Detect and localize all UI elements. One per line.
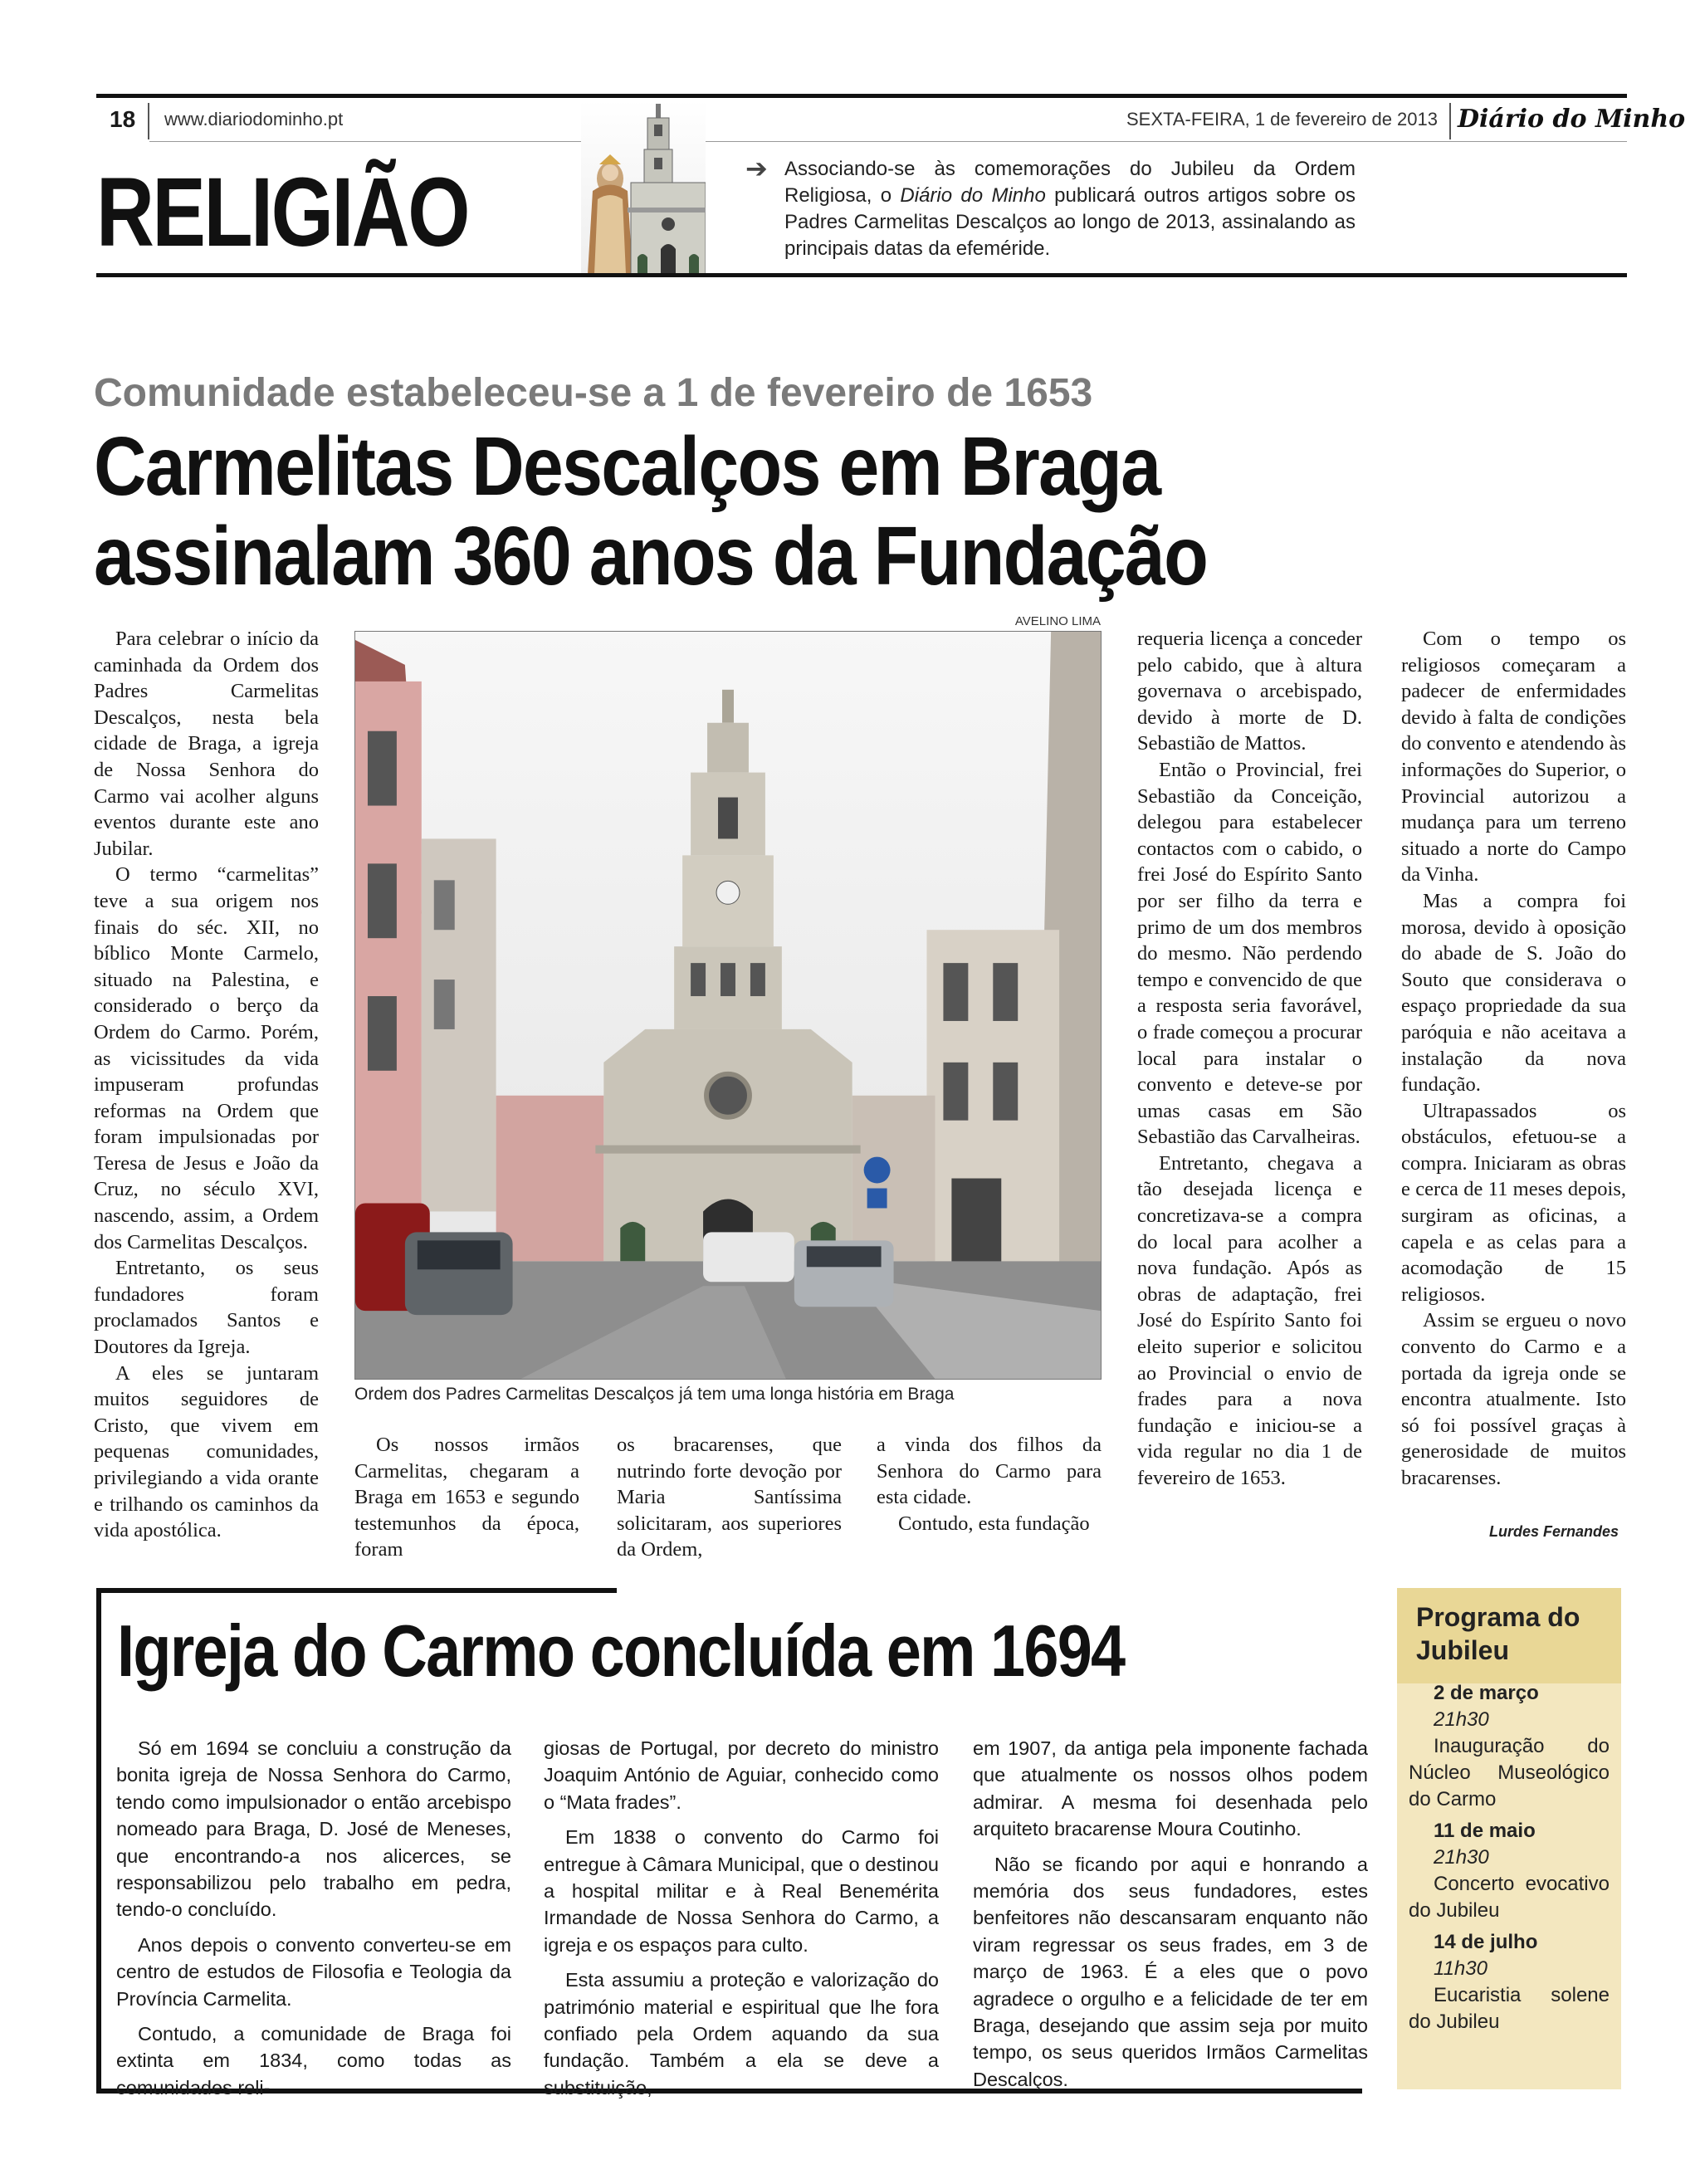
article-column-3: [617, 1432, 842, 1563]
article2-column-3: [973, 1735, 1368, 2093]
program-title: Programa do Jubileu: [1416, 1602, 1580, 1665]
masthead-logo: Diário do Minho: [1458, 105, 1686, 134]
note-newspaper-name: Diário do Minho: [900, 184, 1046, 207]
article-column-1: [94, 626, 319, 1544]
paragraph: Os nossos irmãos Carmelitas, chegaram a Braga em 1653 e segundo testemunhos da época, foram: [354, 1434, 579, 1561]
paragraph: a vinda dos filhos da Senhora do Carmo para esta cidade.: [877, 1434, 1102, 1509]
event-description: Concerto evocativo do Jubileu: [1409, 1873, 1610, 1922]
event-description: Eucaristia solene do Jubileu: [1409, 1984, 1610, 2033]
header-separator: [148, 103, 149, 139]
box-rule-top: [96, 1588, 617, 1593]
photo-credit: AVELINO LIMA: [1014, 614, 1101, 628]
paragraph: O termo “carmelitas” teve a sua origem nos finais do séc. XII, no bíblico Monte Carmelo, situado na Palestina, e considerado o berço da Ordem do Carmo. Porém, as vicissitudes da vida impuseram profundas reformas na Ordem que foram impulsionadas por Teresa de Jesus e João da Cruz, no século XVI, nascendo, assim, a Ordem dos Carmelitas Descalços.: [94, 863, 319, 1253]
event-time: 11h30: [1434, 1957, 1488, 1980]
header-separator: [1449, 103, 1451, 139]
arrow-right-icon: ➔: [745, 153, 768, 184]
event-date: 14 de julho: [1434, 1931, 1538, 1953]
section-rule: [96, 273, 1627, 277]
paragraph: Contudo, a comunidade de Braga foi extinta em 1834, como todas as comunidades reli-: [116, 2023, 511, 2098]
paragraph: Em 1838 o convento do Carmo foi entregue à Câmara Municipal, que o destinou a hospital militar e à Real Benemérita Irmandade de Nossa Senhora do Carmo, a igreja e os espaços para culto.: [544, 1826, 939, 1956]
church-photo: [354, 631, 1102, 1380]
article2-headline: Igreja do Carmo concluída em 1694: [117, 1610, 1125, 1692]
paragraph: Não se ficando por aqui e honrando a memória dos seus fundadores, estes benfeitores não descansaram enquanto não viram regressar os seus frades, em 3 de março de 1963. É a eles que o povo agradece o orgulho e a felicidade de ter em Braga, desejando que assim seja por muito tempo, os seus queridos Irmãos Carmelitas Descalços.: [973, 1853, 1368, 2090]
section-note: [784, 156, 1356, 262]
program-list: [1409, 1680, 1610, 2040]
paragraph: Só em 1694 se concluiu a construção da bonita igreja de Nossa Senhora do Carmo, tendo como impulsionador o então arcebispo nomeado para Braga, D. José de Meneses, que encontrando-a nos alicerces, se responsabilizou pelo trabalho em pedra, tendo-o concluído.: [116, 1737, 511, 1921]
page-number: 18: [110, 106, 136, 132]
note-text: Associando-se às comemorações do Jubileu da Ordem Religiosa, o: [784, 158, 1356, 207]
article-column-5: [1137, 626, 1362, 1492]
article2-column-1: [116, 1735, 511, 2101]
paragraph: Assim se ergueu o novo convento do Carmo e a portada da igreja onde se encontra atualmente. Isto só foi possível graças à generosidade de muitos bracarenses.: [1401, 1309, 1626, 1489]
note-text: publicará outros artigos sobre os Padres Carmelitas Descalços ao longo de 2013, assinalando as principais datas da efeméride.: [784, 184, 1356, 260]
article-column-4: [877, 1432, 1102, 1537]
paragraph: requeria licença a conceder pelo cabido, que à altura governava o arcebispado, devido à morte de D. Sebastião de Mattos.: [1137, 628, 1362, 755]
box-rule-left: [96, 1588, 101, 2094]
paragraph: os bracarenses, que nutrindo forte devoção por Maria Santíssima solicitaram, aos superiores da Ordem,: [617, 1434, 842, 1561]
photo-caption: Ordem dos Padres Carmelitas Descalços já tem uma longa história em Braga: [354, 1385, 955, 1404]
article-kicker: Comunidade estabeleceu-se a 1 de fevereiro de 1653: [94, 371, 1093, 415]
website-link[interactable]: www.diariodominho.pt: [164, 109, 344, 129]
article-headline: [94, 422, 1409, 601]
paragraph: Com o tempo os religiosos começaram a padecer de enfermidades devido à falta de condições do convento e atendendo às informações do Superior, o Provincial autorizou a mudança para um terreno situado a norte do Campo da Vinha.: [1401, 628, 1626, 887]
paragraph: Entretanto, os seus fundadores foram proclamados Santos e Doutores da Igreja.: [94, 1257, 319, 1359]
church-tower-image: [581, 100, 706, 274]
event-date: 11 de maio: [1434, 1820, 1536, 1842]
event-date: 2 de março: [1434, 1682, 1539, 1704]
paragraph: A eles se juntaram muitos seguidores de Cristo, que vivem em pequenas comunidades, privilegiando a vida orante e trilhando os caminhos da vida apostólica.: [94, 1361, 319, 1542]
top-rule: [96, 94, 1627, 98]
paragraph: Mas a compra foi morosa, devido à oposição do abade de S. João do Souto que considerava o espaço propriedade da sua paróquia e não aceitava a instalação da nova fundação.: [1401, 889, 1626, 1097]
paragraph: Contudo, esta fundação: [898, 1512, 1090, 1535]
paragraph: em 1907, da antiga pela imponente fachada que atualmente os nossos olhos podem admirar. A mesma foi desenhada pelo arquiteto bracarense Moura Coutinho.: [973, 1737, 1368, 1840]
header-thin-rule: [149, 141, 1627, 142]
paragraph: Para celebrar o início da caminhada da Ordem dos Padres Carmelitas Descalços, nesta bela cidade de Braga, a igreja de Nossa Senhora do Carmo vai acolher alguns eventos durante este ano Jubilar.: [94, 628, 319, 860]
issue-date: SEXTA-FEIRA, 1 de fevereiro de 2013: [1126, 109, 1438, 129]
event-time: 21h30: [1434, 1846, 1489, 1869]
paragraph: Ultrapassados os obstáculos, efetuou-se a compra. Iniciaram as obras e cerca de 11 meses depois, surgiram as oficinas, a capela e as celas para a acomodação de 15 religiosos.: [1401, 1099, 1626, 1306]
headline-line: Carmelitas Descalços em Braga: [94, 420, 1160, 513]
section-title: RELIGIÃO: [96, 158, 469, 267]
author-signature: Lurdes Fernandes: [1488, 1523, 1619, 1540]
paragraph: Então o Provincial, frei Sebastião da Conceição, delegou para estabelecer contactos com o cabido, o frei José do Espírito Santo por ser filho da terra e primo de um dos membros do mesmo. Não perdendo tempo e convencido de que a resposta seria favorável, o frade começou a procurar local para instalar o convento e deteve-se por umas casas em São Sebastião das Carvalheiras.: [1137, 758, 1362, 1149]
headline-line: assinalam 360 anos da Fundação: [94, 510, 1208, 603]
paragraph: Anos depois o convento converteu-se em centro de estudos de Filosofia e Teologia da Província Carmelita.: [116, 1933, 511, 2010]
event-time: 21h30: [1434, 1708, 1489, 1731]
article-column-2: [354, 1432, 579, 1563]
article2-column-2: [544, 1735, 939, 2101]
paragraph: Esta assumiu a proteção e valorização do património material e espiritual que lhe fora confiado pela Ordem aquando da sua fundação. Também a ela se deve a substituição,: [544, 1969, 939, 2098]
article-column-6: [1401, 626, 1626, 1492]
paragraph: Entretanto, chegava a tão desejada licença e concretizava-se a compra do local para acolher a nova fundação. Após as obras de adaptação, frei José do Espírito Santo foi eleito superior e solicitou ao Provincial o envio de frades para a nova fundação e iniciou-se a vida regular no dia 1 de fevereiro de 1653.: [1137, 1151, 1362, 1489]
event-description: Inauguração do Núcleo Museológico do Carmo: [1409, 1735, 1610, 1810]
paragraph: giosas de Portugal, por decreto do ministro Joaquim António de Aguiar, conhecido como o “Mata frades”.: [544, 1737, 939, 1813]
